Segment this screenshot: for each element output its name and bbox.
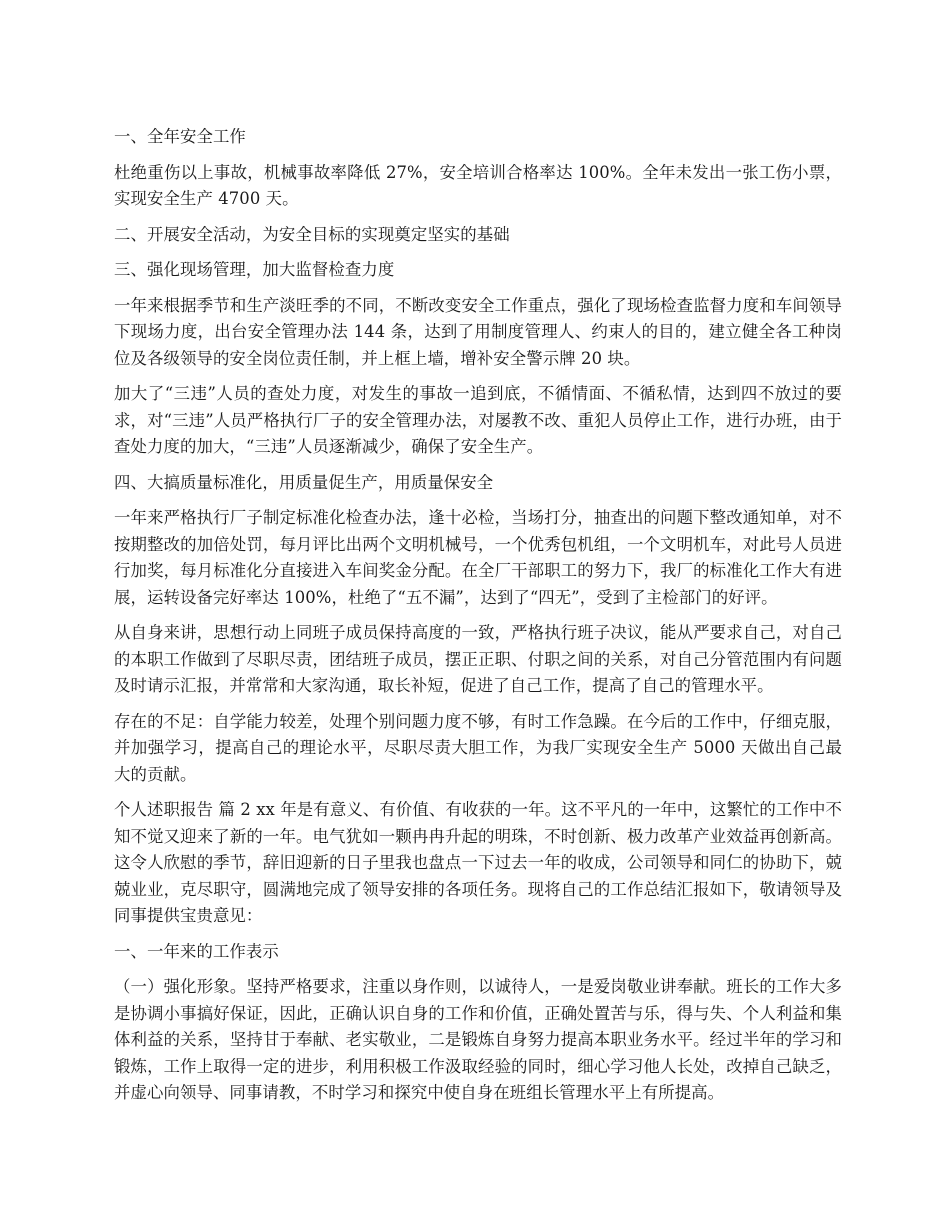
- section-heading-safety-activities: 二、开展安全活动，为安全目标的实现奠定坚实的基础: [114, 224, 510, 244]
- paragraph: 从自身来讲，思想行动上同班子成员保持高度的一致，严格执行班子决议，能从严要求自己，对自己的本职工作做到了尽职尽责，团结班子成员，摆正正职、付职之间的关系，对自己分管范围内有问题及时请示汇报，并常常和大家沟通，取长补短，促进了自己工作，提高了自己的管理水平。: [114, 623, 842, 695]
- document-body: [114, 124, 842, 1116]
- paragraph: （一）强化形象。坚持严格要求，注重以身作则，以诚待人，一是爱岗敬业讲奉献。班长的工作大多是协调小事搞好保证，因此，正确认识自身的工作和价值，正确处置苦与乐，得与失、个人利益和集体利益的关系，坚持甘于奉献、老实敬业，二是锻炼自身努力提高本职业务水平。经过半年的学习和锻炼，工作上取得一定的进步，利用积极工作汲取经验的同时，细心学习他人长处，改掉自己缺乏，并虚心向领导、同事请教，不时学习和探究中使自身在班组长管理水平上有所提高。: [114, 977, 842, 1102]
- paragraph: 加大了“三违”人员的查处力度，对发生的事故一追到底，不循情面、不循私情，达到四不放过的要求，对“三违”人员严格执行厂子的安全管理办法，对屡教不改、重犯人员停止工作，进行办班，由于查处力度的加大，“三违”人员逐渐减少，确保了安全生产。: [114, 384, 842, 456]
- paragraph: 杜绝重伤以上事故，机械事故率降低 27%，安全培训合格率达 100%。全年未发出一张工伤小票，实现安全生产 4700 天。: [114, 162, 842, 208]
- section-heading-site-management: 三、强化现场管理，加大监督检查力度: [114, 260, 395, 279]
- section-heading-annual-safety: 一、全年安全工作: [114, 127, 246, 146]
- section-heading-quality-standardization: 四、大搞质量标准化，用质量促生产，用质量保安全: [114, 472, 494, 492]
- paragraph: 个人述职报告 篇 2 xx 年是有意义、有价值、有收获的一年。这不平凡的一年中，这繁忙的工作中不知不觉又迎来了新的一年。电气犹如一颗冉冉升起的明珠，不时创新、极力改革产业效益再创新高。这令人欣慰的季节，辞旧迎新的日子里我也盘点一下过去一年的收成，公司领导和同仁的协助下，兢兢业业，克尽职守，圆满地完成了领导安排的各项任务。现将自己的工作总结汇报如下，敬请领导及同事提供宝贵意见：: [114, 800, 842, 925]
- section-heading-annual-performance: 一、一年来的工作表示: [114, 941, 279, 961]
- paragraph: 一年来严格执行厂子制定标准化检查办法，逢十必检，当场打分，抽查出的问题下整改通知单，对不按期整改的加倍处罚，每月评比出两个文明机械号，一个优秀包机组，一个文明机车，对此号人员进行加奖，每月标准化分直接进入车间奖金分配。在全厂干部职工的努力下，我厂的标准化工作大有进展，运转设备完好率达 100%，杜绝了“五不漏”，达到了“四无”，受到了主检部门的好评。: [114, 508, 842, 607]
- paragraph: 存在的不足：自学能力较差，处理个别问题力度不够，有时工作急躁。在今后的工作中，仔细克服，并加强学习，提高自己的理论水平，尽职尽责大胆工作，为我厂实现安全生产 5000 天做出自己最大的贡献。: [114, 711, 842, 784]
- paragraph: 一年来根据季节和生产淡旺季的不同，不断改变安全工作重点，强化了现场检查监督力度和车间领导下现场力度，出台安全管理办法 144 条，达到了用制度管理人、约束人的目的，建立健全各工种岗位及各级领导的安全岗位责任制，并上框上墙，增补安全警示牌 20 块。: [114, 295, 842, 368]
